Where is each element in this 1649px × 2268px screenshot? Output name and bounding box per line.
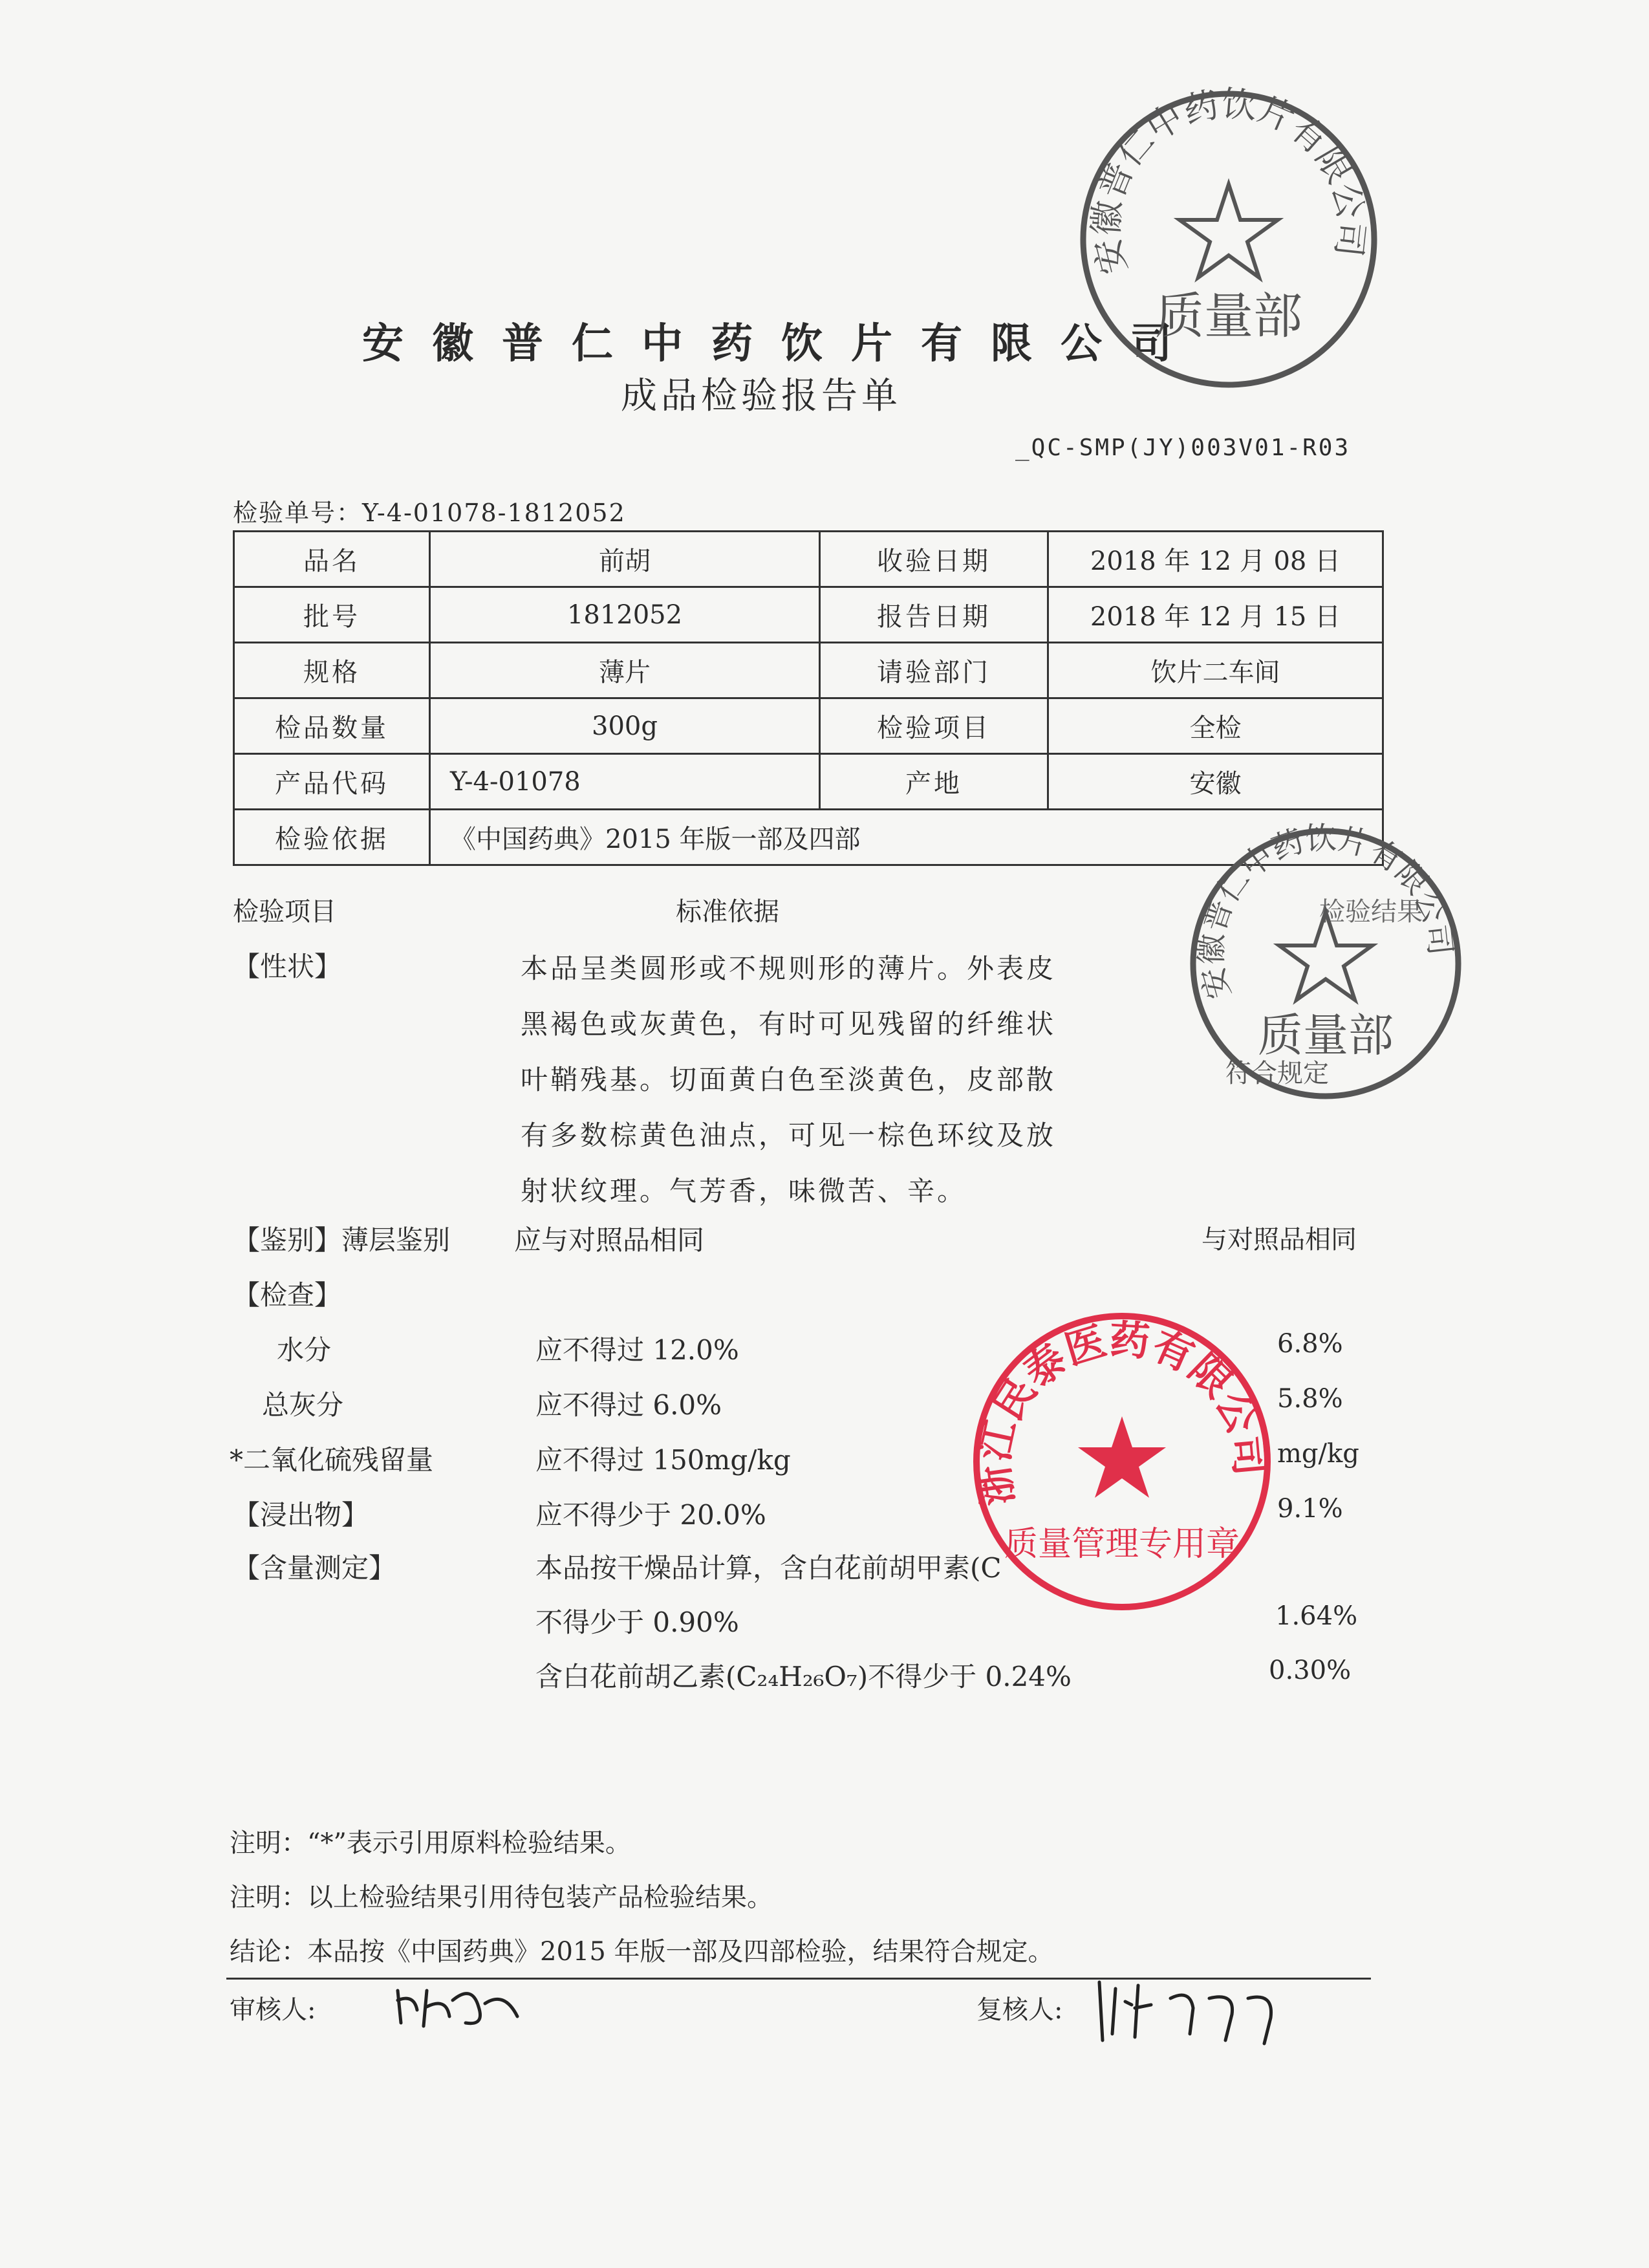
so2-standard: 应不得过 150mg/kg	[535, 1444, 791, 1476]
so2-label: *二氧化硫残留量	[230, 1444, 434, 1476]
reviewer-label: 审核人:	[230, 1995, 316, 2025]
company-name: 安徽普仁中药饮片有限公司	[362, 319, 1200, 368]
origin-value: 安徽	[1048, 754, 1383, 810]
appearance-result: 符合规定	[1225, 1059, 1329, 1088]
basis-label: 检验依据	[234, 810, 430, 865]
quality-dept-stamp-top	[1073, 84, 1384, 394]
ash-label: 总灰分	[262, 1389, 344, 1421]
table-row	[234, 643, 1383, 698]
col-standard-header: 标准依据	[676, 897, 779, 927]
batch-value: 1812052	[430, 587, 820, 643]
water-standard: 应不得过 12.0%	[535, 1334, 739, 1366]
product-code-label: 产品代码	[234, 754, 430, 810]
assay-result-2: 0.30%	[1269, 1656, 1352, 1685]
table-row	[234, 698, 1383, 754]
col-result-header: 检验结果	[1319, 897, 1423, 927]
note-2: 注明：以上检验结果引用待包装产品检验结果。	[230, 1883, 773, 1912]
ident-label: 【鉴别】薄层鉴别	[233, 1224, 451, 1256]
stamp3-center-text: 质量管理专用章	[1004, 1525, 1240, 1564]
assay-result-1: 1.64%	[1275, 1601, 1358, 1631]
ash-standard: 应不得过 6.0%	[535, 1389, 722, 1421]
reviewer-signature	[388, 1971, 530, 2042]
extract-result: 9.1%	[1277, 1494, 1343, 1524]
assay-label: 【含量测定】	[233, 1552, 396, 1584]
ident-standard: 应与对照品相同	[514, 1224, 705, 1256]
info-table	[233, 530, 1384, 866]
receive-date-value: 2018 年 12 月 08 日	[1048, 532, 1383, 587]
table-row	[234, 587, 1383, 643]
assay-line-3: 含白花前胡乙素(C₂₄H₂₆O₇)不得少于 0.24%	[535, 1661, 1072, 1692]
report-number-value: Y-4-01078-1812052	[362, 499, 626, 527]
items-label: 检验项目	[820, 698, 1048, 754]
stamp1-center-text: 质量部	[1155, 287, 1302, 345]
appearance-text: 本品呈类圆形或不规则形的薄片。外表皮黑褐色或灰黄色，有时可见残留的纤维状叶鞘残基。切面黄白色至淡黄色，皮部散有多数棕黄色油点，可见一棕色环纹及放射状纹理。气芳香，味微苦、辛。	[521, 953, 1057, 1207]
ident-result: 与对照品相同	[1202, 1225, 1357, 1255]
spec-label: 规格	[234, 643, 430, 698]
product-code-value: Y-4-01078	[430, 754, 820, 810]
basis-value: 《中国药典》2015 年版一部及四部	[430, 810, 1383, 865]
extract-label: 【浸出物】	[233, 1499, 369, 1531]
ash-result: 5.8%	[1277, 1384, 1343, 1414]
col-item-header: 检验项目	[233, 897, 336, 927]
so2-result: mg/kg	[1277, 1439, 1359, 1469]
report-number	[233, 493, 626, 528]
check-label: 【检查】	[233, 1279, 342, 1311]
water-label: 水分	[277, 1334, 332, 1366]
checker-signature	[1086, 1969, 1293, 2053]
assay-line-1: 本品按干燥品计算，含白花前胡甲素(C	[535, 1552, 1002, 1584]
water-result: 6.8%	[1277, 1329, 1343, 1359]
quantity-value: 300g	[430, 698, 820, 754]
product-name-value: 前胡	[430, 532, 820, 587]
stamp2-center-text: 质量部	[1258, 1009, 1394, 1062]
stamp1-ring-text: 安徽普仁中药饮片有限公司	[1085, 84, 1372, 279]
extract-standard: 应不得少于 20.0%	[535, 1499, 766, 1531]
report-date-label: 报告日期	[820, 587, 1048, 643]
stamp2-ring-text: 安徽普仁中药饮片有限公司	[1193, 821, 1459, 1003]
receive-date-label: 收验日期	[820, 532, 1048, 587]
dept-value: 饮片二车间	[1048, 643, 1383, 698]
items-value: 全检	[1048, 698, 1383, 754]
table-row	[234, 754, 1383, 810]
note-1: 注明：“*”表示引用原料检验结果。	[230, 1828, 631, 1858]
document-code: _QC-SMP(JY)003V01-R03	[1015, 435, 1351, 461]
dept-label: 请验部门	[820, 643, 1048, 698]
appearance-label: 【性状】	[233, 951, 342, 982]
batch-label: 批号	[234, 587, 430, 643]
table-row	[234, 532, 1383, 587]
quality-dept-stamp-middle	[1183, 821, 1468, 1106]
product-name-label: 品名	[234, 532, 430, 587]
quality-management-red-stamp	[967, 1306, 1277, 1617]
origin-label: 产地	[820, 754, 1048, 810]
quantity-label: 检品数量	[234, 698, 430, 754]
spec-value: 薄片	[430, 643, 820, 698]
report-number-label: 检验单号：	[233, 499, 363, 527]
conclusion: 结论：本品按《中国药典》2015 年版一部及四部检验，结果符合规定。	[230, 1937, 1054, 1967]
checker-label: 复核人:	[976, 1995, 1063, 2025]
report-date-value: 2018 年 12 月 15 日	[1048, 587, 1383, 643]
assay-line-2: 不得少于 0.90%	[535, 1606, 739, 1638]
stamp3-ring-text: 浙江民泰医药有限公司	[969, 1315, 1274, 1509]
document-title: 成品检验报告单	[621, 375, 901, 417]
